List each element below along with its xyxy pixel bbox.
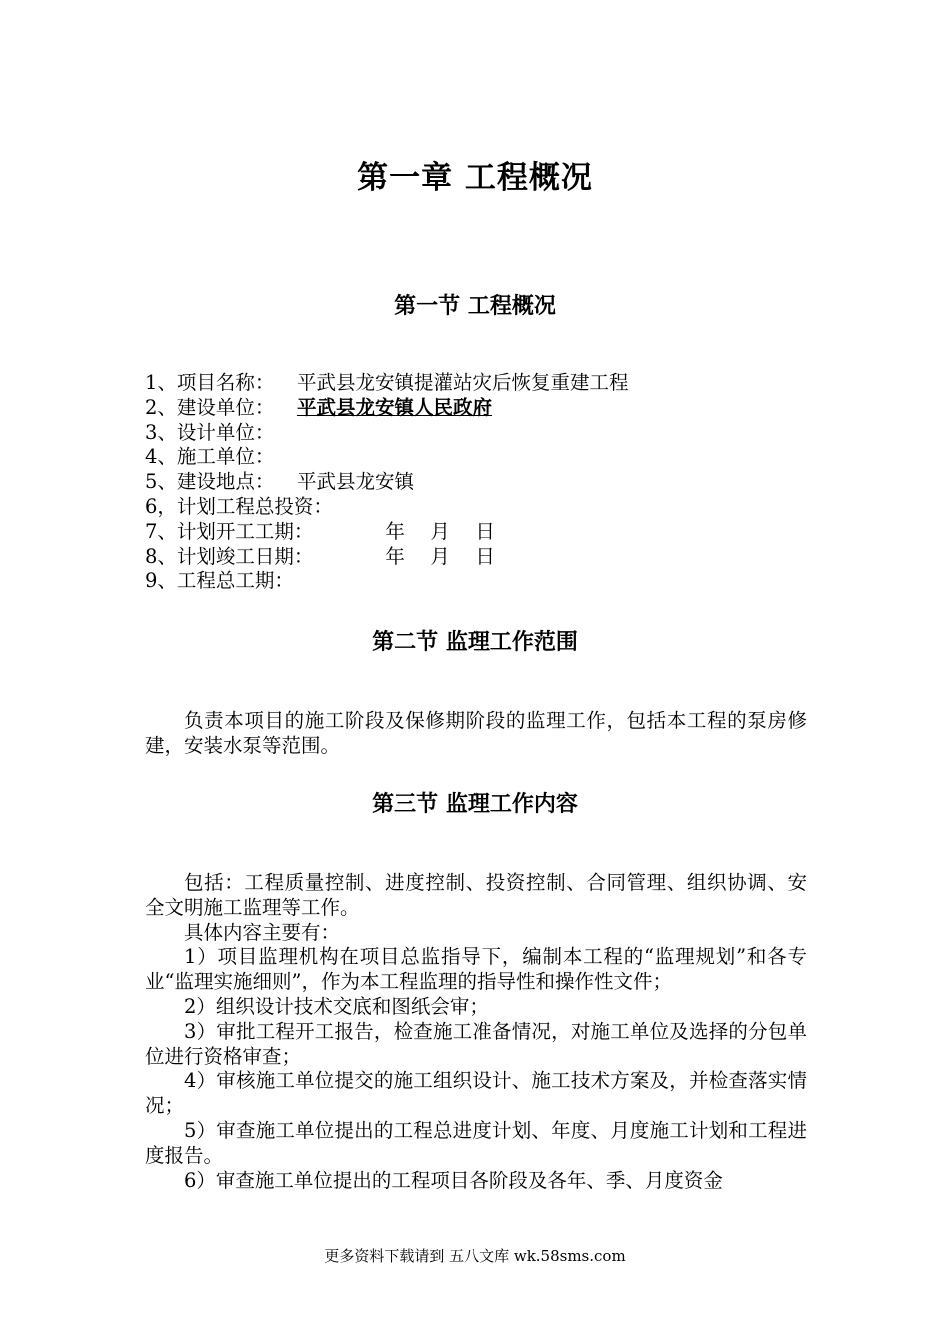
year-unit: 年 xyxy=(385,519,405,543)
info-value: 平武县龙安镇提灌站灾后恢复重建工程 xyxy=(297,371,629,394)
info-item-contractor xyxy=(145,445,825,470)
info-item-end-date xyxy=(145,545,825,570)
section3-title: 第三节 监理工作内容 xyxy=(372,792,578,817)
info-label: 9、工程总工期： xyxy=(145,569,294,593)
info-label: 8、计划竣工日期： xyxy=(145,544,314,568)
info-label: 2、建设单位： xyxy=(145,395,275,419)
chapter-title: 第一章 工程概况 xyxy=(357,160,593,196)
year-unit: 年 xyxy=(385,544,405,568)
month-unit: 月 xyxy=(430,544,450,568)
content-paragraph: 5）审查施工单位提出的工程总进度计划、年度、月度施工计划和工程进度报告。 xyxy=(145,1118,807,1167)
content-paragraph: 1）项目监理机构在项目总监指导下，编制本工程的“监理规划”和各专业“监理实施细则”，作为本工程监理的指导性和操作性文件； xyxy=(145,945,807,994)
info-value: 平武县龙安镇人民政府 xyxy=(297,395,493,419)
section1-title: 第一节 工程概况 xyxy=(394,294,556,319)
page-footer: 更多资料下载请到 五八文库 wk.58sms.com xyxy=(324,1247,626,1265)
content-paragraph: 具体内容主要有： xyxy=(184,920,341,944)
info-label: 6，计划工程总投资： xyxy=(145,494,333,518)
info-item-investment xyxy=(145,495,825,520)
project-info-list xyxy=(145,371,825,594)
content-paragraph: 3）审批工程开工报告，检查施工准备情况，对施工单位及选择的分包单位进行资格审查； xyxy=(145,1019,807,1068)
day-unit: 日 xyxy=(475,519,495,543)
info-label: 1、项目名称： xyxy=(145,371,275,394)
info-item-location xyxy=(145,470,825,495)
content-paragraph: 包括：工程质量控制、进度控制、投资控制、合同管理、组织协调、安全文明施工监理等工作。 xyxy=(145,871,807,919)
scope-paragraph: 负责本项目的施工阶段及保修期阶段的监理工作，包括本工程的泵房修建，安装水泵等范围。 xyxy=(145,709,807,757)
info-label: 3、设计单位： xyxy=(145,420,275,444)
info-item-designer xyxy=(145,421,825,446)
info-item-start-date xyxy=(145,520,825,545)
content-paragraph: 6）审查施工单位提出的工程项目各阶段及各年、季、月度资金 xyxy=(184,1168,723,1192)
month-unit: 月 xyxy=(430,519,450,543)
info-label: 4、施工单位： xyxy=(145,445,275,469)
section2-title: 第二节 监理工作范围 xyxy=(372,630,578,655)
content-body xyxy=(145,871,807,1193)
info-item-project-name xyxy=(145,371,825,396)
info-item-duration xyxy=(145,569,825,594)
info-label: 5、建设地点： xyxy=(145,470,275,494)
info-value: 平武县龙安镇 xyxy=(297,470,415,494)
day-unit: 日 xyxy=(475,544,495,568)
info-label: 7、计划开工工期： xyxy=(145,519,314,543)
scope-body xyxy=(145,709,807,759)
info-item-builder xyxy=(145,396,825,421)
content-paragraph: 4）审核施工单位提交的施工组织设计、施工技术方案及，并检查落实情况； xyxy=(145,1069,807,1118)
content-paragraph: 2）组织设计技术交底和图纸会审； xyxy=(184,994,489,1018)
